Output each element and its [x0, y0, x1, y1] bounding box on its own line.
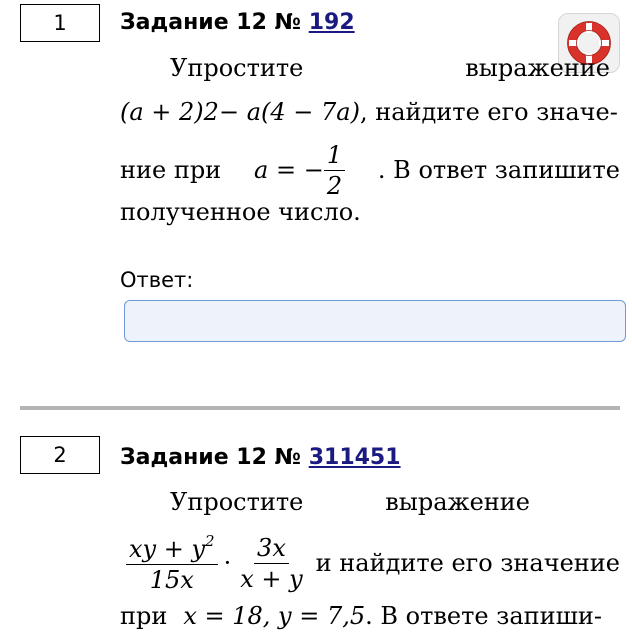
text: Упростите: [170, 488, 304, 516]
task-id-link[interactable]: 311451: [308, 445, 401, 470]
task-number: 2: [53, 443, 67, 467]
fraction-denominator: 15x: [149, 566, 194, 594]
expression-part2: − a(4 − 7a): [218, 98, 360, 126]
text: , найдите его значе-: [359, 98, 618, 126]
text: и найдите его значение: [315, 549, 620, 577]
variable-eq: a = −: [254, 156, 324, 184]
answer-label: Ответ:: [120, 268, 194, 292]
task1-line1: [170, 48, 610, 88]
task1-line2: [120, 92, 620, 132]
text: ние при: [120, 156, 222, 184]
task-heading-text: Задание 12 №: [120, 445, 302, 470]
fraction-numerator: 3x: [254, 536, 289, 564]
text: выражение: [465, 54, 610, 82]
fraction: [126, 534, 218, 592]
task2-line1: [170, 482, 530, 522]
text: Упростите: [170, 54, 304, 82]
fraction-numerator-exponent: 2: [205, 532, 215, 550]
multiply-dot: ·: [223, 549, 232, 577]
divider: [20, 406, 620, 410]
task-number-box: [20, 436, 100, 474]
task2-line2: [126, 528, 620, 598]
fraction-denominator: 2: [326, 171, 343, 200]
fraction: [324, 140, 345, 200]
task1-line4: [120, 192, 620, 232]
task2-line3: [120, 596, 620, 636]
task-heading: [120, 10, 355, 35]
text: выражение: [385, 488, 530, 516]
fraction-numerator: 1: [324, 143, 345, 171]
text: . В ответ запишите: [377, 156, 620, 184]
task-id-link[interactable]: 192: [308, 10, 355, 35]
text: полученное число.: [120, 198, 361, 226]
expression-part1: (a + 2): [120, 98, 204, 126]
fraction: [237, 533, 305, 593]
answer-input[interactable]: [124, 300, 626, 342]
task-heading-text: Задание 12 №: [120, 10, 302, 35]
task-number-box: [20, 4, 100, 42]
task1-line3: [120, 140, 620, 200]
expression-exponent: 2: [203, 98, 219, 126]
text: при: [120, 602, 168, 630]
task-heading: [120, 445, 401, 470]
fraction-denominator: x + y: [240, 564, 303, 593]
task-number: 1: [53, 11, 67, 35]
fraction-numerator: xy + y: [129, 535, 206, 563]
text: . В ответе запиши-: [365, 602, 603, 630]
variable-values: x = 18, y = 7,5: [183, 602, 366, 630]
